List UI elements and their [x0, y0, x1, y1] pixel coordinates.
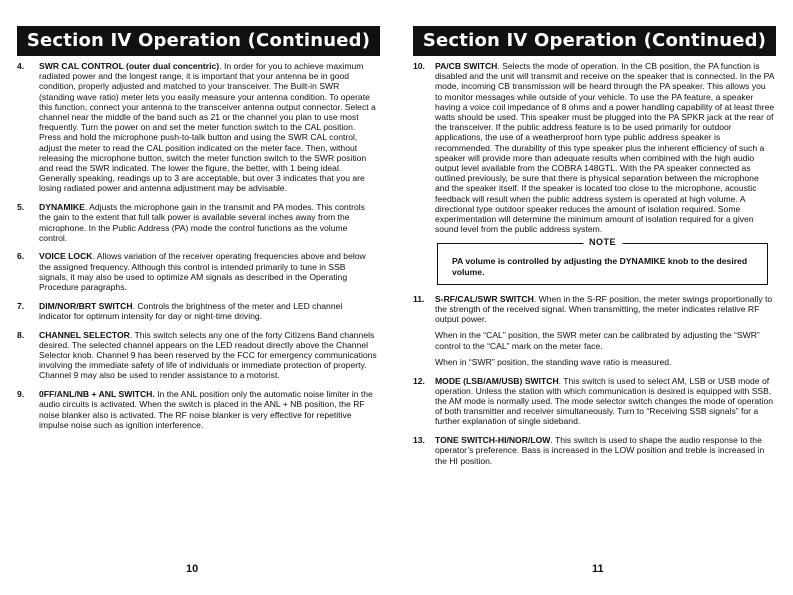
item-13 — [413, 435, 775, 466]
item-text: . When in the S-RF position, the meter swings proportionally to the strength of the received signal. When transmitting, the meter indicates relative RF output power. — [435, 293, 773, 325]
note-box — [437, 237, 768, 284]
item-number: 8. — [17, 329, 25, 340]
item-number: 5. — [17, 202, 25, 213]
item-11 — [413, 294, 775, 367]
item-title: 0FF/ANL/NB + ANL SWITCH. — [39, 389, 155, 400]
item-title: CHANNEL SELECTOR — [39, 329, 130, 340]
item-title: MODE (LSB/AM/USB) SWITCH — [435, 375, 559, 386]
item-title: PA/CB SWITCH — [435, 61, 498, 71]
item-text: In the ANL position only the automatic noise limiter in the audio circuits is activated. When the switch is placed in the ANL + NB position, the RF noise blanker also is activated. The RF noise blanker is very effective for repetitive impulse noise such as ignition interference. — [39, 389, 373, 430]
item-9 — [17, 389, 377, 430]
item-number: 10. — [413, 61, 425, 71]
item-text: . In order for you to achieve maximum radiated power and the longest range, it is important that your antenna be in good condition, properly adjusted and matched to your transceiver. The Built-in SWR (standing wave ratio) meter lets you easily measure your antenna condition. To operate this function, connect your antenna to the transceiver antenna output connector. Select a channel near the middle of the band such as 21 or the channel you plan to use most frequently. Turn the power on and set the meter function switch to the CAL position. Press and hold the microphone push-to-talk button and using the SWR CAL control, adjust the meter to read the CAL position indicated on the meter face. Then, without releasing the microphone button, switch the meter function switch to the SWR position and read the SWR indicated. The lower the figure, the better, with 1 being ideal. Generally speaking, readings up to 3 are acceptable, but over 3 indicates that you are losing radiated power and antenna adjustment may be advisable. — [39, 61, 376, 194]
note-label: NOTE — [583, 237, 622, 247]
item-text: . This switch is used to select AM, LSB or USB mode of operation. Unless the station with which communication is desired is equipped with SSB, the AM mode is normally used. The mode selector switch changes the mode of operation of both transmitter and receiver simultaneously. Turn to “Receiving SSB signals” for a further explanation of single sideband. — [435, 375, 774, 427]
item-subparagraph: When in the “CAL” position, the SWR meter can be calibrated by adjusting the “SWR” control to the “CAL” mark on the meter face. — [435, 330, 760, 351]
item-number: 6. — [17, 251, 25, 262]
item-title: TONE SWITCH-HI/NOR/LOW — [435, 435, 551, 446]
item-title: DYNAMIKE — [39, 202, 85, 213]
item-number: 7. — [17, 300, 25, 311]
item-list — [17, 61, 377, 439]
item-text: . Adjusts the microphone gain in the transmit and PA modes. This controls the gain to the extent that full talk power is available several inches away from the microphone. In the Public Address (PA) mode the control functions as the volume control. — [39, 202, 365, 243]
item-number: 4. — [17, 61, 25, 71]
item-number: 9. — [17, 389, 25, 400]
item-title: VOICE LOCK — [39, 251, 93, 262]
item-title: SWR CAL CONTROL (outer dual concentric) — [39, 61, 220, 71]
item-text: . Allows variation of the receiver operating frequencies above and below the assigned frequency. Although this control is intended primarily to tune in SSB signals, it may also be used to optimize AM signals as described in the Operating Procedure paragraphs. — [39, 251, 366, 293]
section-header: Section IV Operation (Continued) — [17, 26, 380, 56]
item-number: 13. — [413, 435, 425, 446]
item-text: . This switch selects any one of the forty Citizens Band channels desired. The selected channel appears on the LED readout directly above the Channel Selector knob. Channel 9 has been reserved by the FCC for emergency communications involving the immediate safety of life of individuals or immediate protection of property. Channel 9 may also be used to render assistance to a motorist. — [39, 329, 377, 381]
item-text: . Selects the mode of operation. In the CB position, the PA function is disabled and the unit will transmit and receive on the speaker that is connected. In the PA mode, incoming CB transmission will be heard through the PA speaker. This allows you to monitor messages while outside of your vehicle. To use the PA feature, a speaker having a voice coil impedance of 8 ohms and a power handling capability of at least three watts should be used. This speaker must be plugged into the PA SPKR jack at the rear of the transceiver. If the public address feature is to be used primarily for outdoor applications, the use of a weatherproof horn type public address speaker is recommended. The durability of this type speaker plus the inherent efficiency of such a speaker will provide more than adequate results when combined with the high audio output level available from the COBRA 148GTL. With the PA speaker connected as outlined previously, be sure that there is physical separation between the microphone and the speaker itself. If the speaker is located too close to the microphone, acoustic feedback will result when the public address system is operated at high volume. A directional type outdoor speaker reduces the amount of isolation required. Some experimentation will determine the minimum amount of isolation required for a given sound level from the public address system. — [435, 61, 775, 235]
item-number: 11. — [413, 293, 425, 304]
note-text: PA volume is controlled by adjusting the DYNAMIKE knob to the desired volume. — [452, 256, 748, 277]
page-number: 11 — [592, 563, 604, 575]
page-number: 10 — [186, 563, 199, 575]
item-subparagraph: When in “SWR” position, the standing wave ratio is measured. — [435, 356, 672, 367]
item-5 — [17, 202, 377, 243]
item-10 — [413, 61, 775, 234]
section-header: Section IV Operation (Continued) — [413, 26, 776, 56]
item-8 — [17, 330, 377, 381]
item-title: DIM/NOR/BRT SWITCH — [39, 300, 133, 311]
item-text: . This switch is used to shape the audio response to the operator’s preference. Bass is increased in the LOW position and treble is increased in the HI position. — [435, 435, 765, 466]
item-text: . Controls the brightness of the meter and LED channel indicator for optimum intensity for day or night-time driving. — [39, 300, 343, 321]
item-7 — [17, 301, 377, 321]
item-list — [413, 61, 775, 474]
item-12 — [413, 376, 775, 427]
item-6 — [17, 251, 377, 292]
item-title: S-RF/CAL/SWR SWITCH — [435, 293, 534, 304]
item-number: 12. — [413, 375, 425, 386]
item-4 — [17, 61, 377, 194]
